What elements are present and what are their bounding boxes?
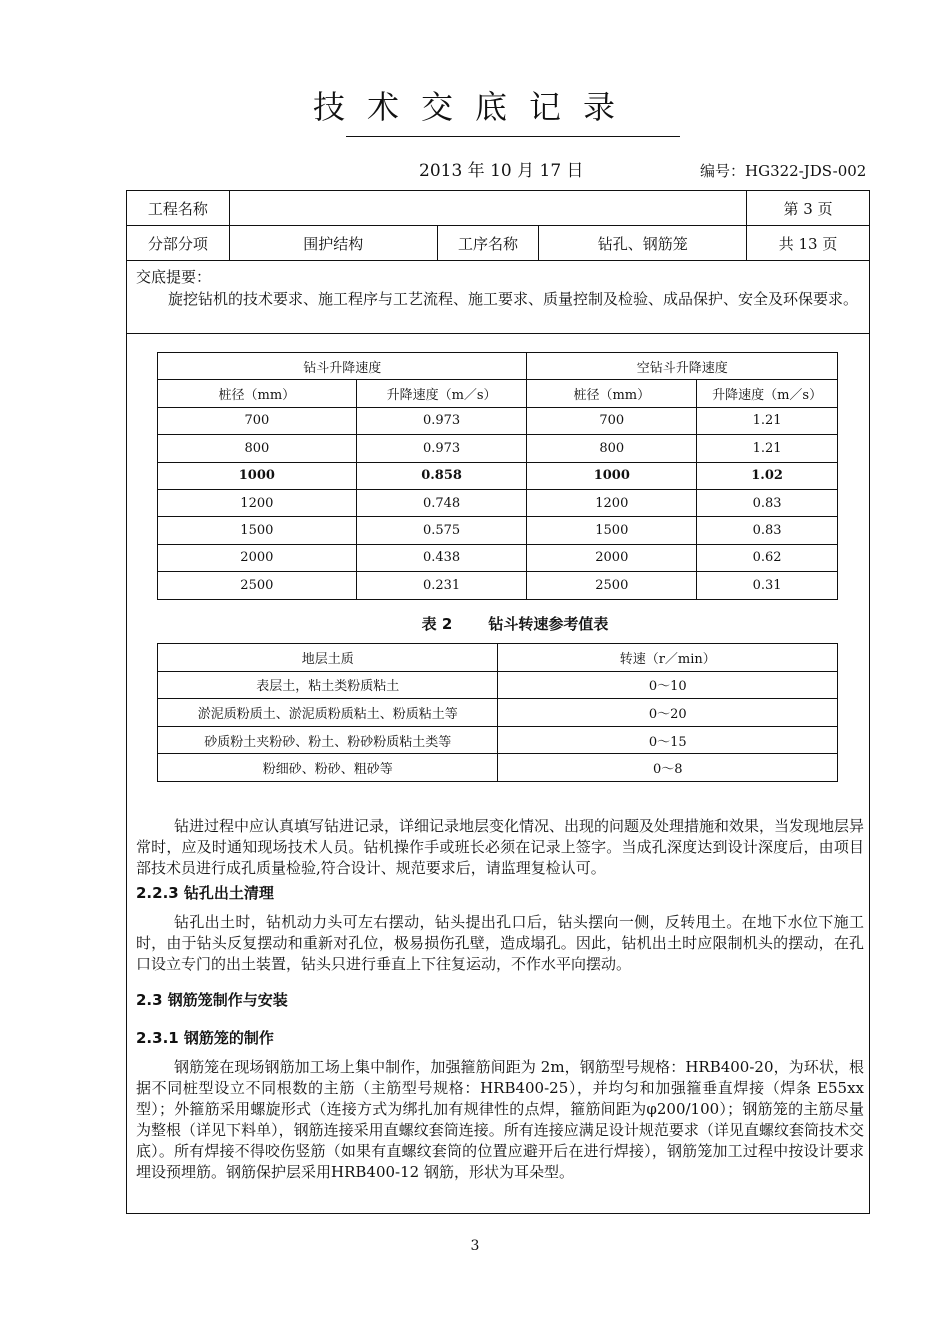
table-cell: 1.21 — [697, 435, 838, 462]
column-header: 转速（r／min） — [498, 644, 838, 672]
table-cell: 0.575 — [356, 517, 527, 544]
table2-caption-number: 表 2 — [421, 615, 453, 633]
project-name-value — [229, 191, 746, 226]
table-cell: 2000 — [158, 544, 357, 571]
table-cell: 0.83 — [697, 517, 838, 544]
column-header: 地层土质 — [158, 644, 498, 672]
project-name-label: 工程名称 — [127, 191, 230, 226]
table-cell: 0.31 — [697, 572, 838, 599]
table-row — [158, 572, 838, 599]
table-cell: 0.858 — [356, 462, 527, 489]
table-header-row — [158, 353, 838, 380]
table-cell: 1500 — [527, 517, 697, 544]
table-row — [158, 407, 838, 434]
table-cell: 700 — [527, 407, 697, 434]
table-row — [158, 544, 838, 571]
table-row — [158, 517, 838, 544]
table-cell: 淤泥质粉质土、淤泥质粉质粘土、粉质粘土等 — [158, 699, 498, 727]
info-table — [126, 190, 870, 261]
process-value: 钻孔、钢筋笼 — [539, 226, 747, 261]
group-header-loaded: 钻斗升降速度 — [158, 353, 527, 380]
section-heading-2-3: 2.3 钢筋笼制作与安装 — [136, 991, 288, 1009]
table-cell: 1200 — [158, 489, 357, 516]
process-label: 工序名称 — [437, 226, 539, 261]
frame-bottom-rule — [126, 1213, 870, 1214]
group-header-empty: 空钻斗升降速度 — [527, 353, 838, 380]
table-cell: 0.83 — [697, 489, 838, 516]
table2-caption-title: 钻斗转速参考值表 — [488, 615, 609, 633]
table-header-row — [158, 644, 838, 672]
table-cell: 1500 — [158, 517, 357, 544]
table-cell: 0.973 — [356, 435, 527, 462]
table-cell: 1000 — [527, 462, 697, 489]
table-cell: 粉细砂、粉砂、粗砂等 — [158, 754, 498, 782]
section-heading-2-3-1: 2.3.1 钢筋笼的制作 — [136, 1029, 274, 1047]
info-row-subsection — [127, 226, 870, 261]
paragraph-soil-removal: 钻孔出土时，钻机动力头可左右摆动，钻头提出孔口后，钻头摆向一侧，反转甩土。在地下水位下施工时，由于钻头反复摆动和重新对孔位，极易损伤孔壁，造成塌孔。因此，钻机出土时应限制机头的摆动，在孔口设立专门的出土装置，钻头只进行垂直上下往复运动，不作水平向摆动。 — [136, 913, 864, 973]
table-row — [158, 435, 838, 462]
page-number: 3 — [470, 1238, 480, 1254]
column-header: 桩径（mm） — [158, 380, 357, 407]
total-pages-label: 共 13 页 — [747, 226, 870, 261]
table-row — [158, 726, 838, 754]
table-row — [158, 699, 838, 727]
document-number: 编号：HG322-JDS-002 — [700, 162, 867, 180]
section-heading-2-2-3: 2.2.3 钻孔出土清理 — [136, 884, 274, 902]
table2-caption — [0, 613, 950, 634]
table-cell: 0.748 — [356, 489, 527, 516]
table-cell: 表层土，粘土类粉质粘土 — [158, 671, 498, 699]
summary-text: 旋挖钻机的技术要求、施工程序与工艺流程、施工要求、质量控制及检验、成品保护、安全及环保要求。 — [168, 290, 859, 308]
title-underline — [346, 136, 680, 137]
column-header: 升降速度（m／s） — [356, 380, 527, 407]
table-row — [158, 671, 838, 699]
summary-section — [126, 260, 870, 334]
table-header-row — [158, 380, 838, 407]
table-cell: 0～10 — [498, 671, 838, 699]
table-row — [158, 754, 838, 782]
column-header: 升降速度（m／s） — [697, 380, 838, 407]
table-cell: 1.02 — [697, 462, 838, 489]
rotation-speed-table — [157, 643, 838, 782]
table-row — [158, 462, 838, 489]
paragraph-drilling-record: 钻进过程中应认真填写钻进记录，详细记录地层变化情况、出现的问题及处理措施和效果，当发现地层异常时，应及时通知现场技术人员。钻机操作手或班长必须在记录上签字。当成孔深度达到设计深度后，由项目部技术员进行成孔质量检验,符合设计、规范要求后，请监理复检认可。 — [136, 817, 865, 877]
info-row-project — [127, 191, 870, 226]
table-cell: 0.438 — [356, 544, 527, 571]
page-title: 技术交底记录 — [312, 88, 637, 126]
table-cell: 1200 — [527, 489, 697, 516]
table-cell: 0～20 — [498, 699, 838, 727]
table-cell: 800 — [527, 435, 697, 462]
bucket-speed-table — [157, 352, 838, 600]
record-date: 2013 年 10 月 17 日 — [419, 161, 584, 181]
table-cell: 700 — [158, 407, 357, 434]
table-cell: 0.62 — [697, 544, 838, 571]
table-cell: 1000 — [158, 462, 357, 489]
table-cell: 1.21 — [697, 407, 838, 434]
table-row — [158, 489, 838, 516]
table-cell: 2000 — [527, 544, 697, 571]
table-cell: 0～8 — [498, 754, 838, 782]
table-cell: 2500 — [158, 572, 357, 599]
paragraph-cage-fabrication: 钢筋笼在现场钢筋加工场上集中制作，加强箍筋间距为 2m，钢筋型号规格：HRB400-20，为环状，根据不同桩型设立不同根数的主筋（主筋型号规格：HRB400-25），并均匀和加强箍垂直焊接（焊条 E55xx 型）；外箍筋采用螺旋形式（连接方式为绑扎加有规律性的点焊，箍筋间距为φ200/100）；钢筋笼的主筋尽量为整根（详见下料单），钢筋连接采用直螺纹套筒连接。所有连接应满足设计规范要求（详见直螺纹套筒技术交底）。所有焊接不得咬伤竖筋（如果有直螺纹套筒的位置应避开后在进行焊接），钢筋笼加工过程中按设计要求埋设预埋筋。钢筋保护层采用HRB400-12 钢筋，形状为耳朵型。 — [136, 1058, 864, 1181]
table-cell: 0～15 — [498, 726, 838, 754]
table-cell: 0.973 — [356, 407, 527, 434]
subsection-label: 分部分项 — [127, 226, 230, 261]
table-cell: 800 — [158, 435, 357, 462]
subsection-value: 围护结构 — [229, 226, 437, 261]
column-header: 桩径（mm） — [527, 380, 697, 407]
table-cell: 2500 — [527, 572, 697, 599]
table-cell: 0.231 — [356, 572, 527, 599]
table-cell: 砂质粉土夹粉砂、粉土、粉砂粉质粘土类等 — [158, 726, 498, 754]
page-number-label: 第 3 页 — [747, 191, 870, 226]
summary-label: 交底提要： — [136, 268, 212, 286]
